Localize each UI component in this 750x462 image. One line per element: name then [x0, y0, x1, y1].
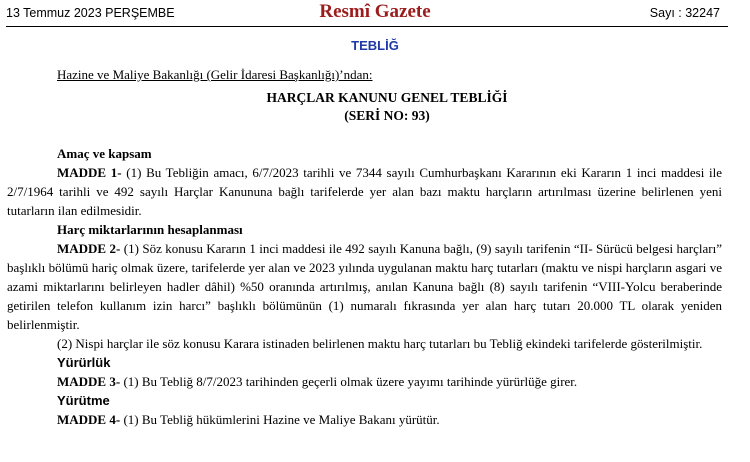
- section-title: TEBLİĞ: [351, 38, 399, 53]
- article-2-label: MADDE 2-: [57, 241, 121, 256]
- issue-date: 13 Temmuz 2023 PERŞEMBE: [6, 6, 175, 20]
- article-3-label: MADDE 3-: [57, 374, 121, 389]
- heading-execution: Yürütme: [57, 393, 110, 408]
- document-heading: [57, 66, 717, 125]
- article-3-text: (1) Bu Tebliğ 8/7/2023 tarihinden geçerli olmak üzere yayımı tarihinde yürürlüğe girer.: [120, 374, 578, 389]
- article-2-paragraph-2: (2) Nispi harçlar ile söz konusu Karara istinaden belirlenen maktu harç tutarları bu Tebliğ ekindeki tarifelerde gösterilmiştir.: [57, 336, 703, 351]
- issue-number: Sayı : 32247: [649, 6, 720, 20]
- document-title: HARÇLAR KANUNU GENEL TEBLİĞİ: [266, 90, 508, 105]
- article-4-text: (1) Bu Tebliğ hükümlerini Hazine ve Maliye Bakanı yürütür.: [120, 412, 440, 427]
- gazette-title: Resmî Gazete: [319, 1, 431, 22]
- article-2-text: (1) Söz konusu Kararın 1 inci maddesi ile 492 sayılı Kanuna bağlı, (9) sayılı tarifenin “II- Sürücü belgesi harçları” başlıklı bölümü hariç olmak üzere, tarifelerde yer alan ve 2023 yılında uygulanan maktu harç tutarları (maktu ve nispi harçların asgari ve azami miktarlarını belirleyen hadler dâhil) %50 oranında artırılmış, anılan Kanuna bağlı (8) sayılı tarifenin “VIII-Yolcu beraberinde getirilen telefon kullanım izin harcı” başlıklı bölümünün (1) numaralı fıkrasında yer alan harç tutarı 20.000 TL olarak yeniden belirlenmiştir.: [7, 241, 723, 332]
- article-1-label: MADDE 1-: [57, 165, 122, 180]
- article-4-label: MADDE 4-: [57, 412, 121, 427]
- gazette-header: [0, 0, 750, 26]
- article-1-text: (1) Bu Tebliğin amacı, 6/7/2023 tarihli ve 7344 sayılı Cumhurbaşkanı Kararının eki Kararın 1 inci maddesi ile 2/7/1964 tarihli ve 492 sayılı Harçlar Kanununa bağlı tarifelerde yer alan bazı maktu harçların artırılması üzerine belirlenen yeni tutarların ilan edilmesidir.: [7, 165, 722, 218]
- article-1: [7, 163, 722, 220]
- heading-purpose: Amaç ve kapsam: [57, 146, 152, 161]
- article-4: [7, 410, 722, 429]
- header-divider: [6, 26, 728, 27]
- issuing-authority: Hazine ve Maliye Bakanlığı (Gelir İdaresi Başkanlığı)’ndan:: [57, 67, 373, 82]
- article-3: [7, 372, 722, 391]
- heading-calculation: Harç miktarlarının hesaplanması: [57, 222, 243, 237]
- article-2: [7, 239, 722, 334]
- heading-effective: Yürürlük: [57, 355, 111, 370]
- document-body: [7, 144, 723, 429]
- document-series: (SERİ NO: 93): [344, 108, 430, 123]
